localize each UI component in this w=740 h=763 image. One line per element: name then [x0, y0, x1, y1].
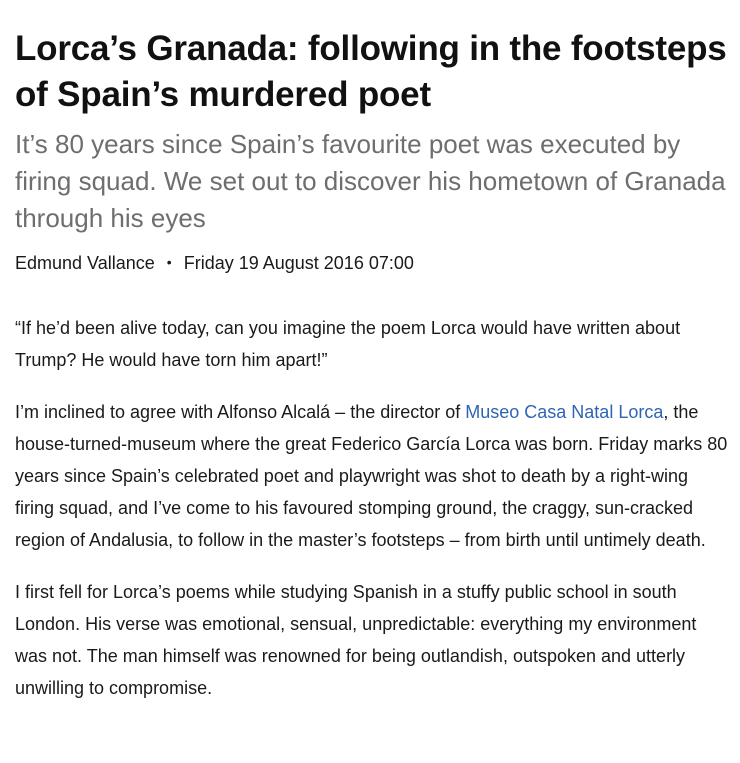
byline	[15, 249, 728, 276]
publish-date: Friday 19 August 2016 07:00	[183, 253, 414, 273]
paragraph-3: I first fell for Lorca’s poems while studying Spanish in a stuffy public school in south London. His verse was emotional, sensual, unpredictable: everything my environment was not. The man himself was renowned for being outlandish, outspoken and utterly unwilling to compromise.	[15, 582, 697, 698]
paragraph-2-text-start: I’m inclined to agree with Alfonso Alcalá – the director of	[15, 402, 466, 422]
article-standfirst: It’s 80 years since Spain’s favourite poet was executed by firing squad. We set out to discover his hometown of Granada through his eyes	[15, 129, 726, 233]
paragraph-2-text-end: , the house-turned-museum where the great Federico García Lorca was born. Friday marks 80 years since Spain’s celebrated poet and playwright was shot to death by a right-wing firing squad, and I’ve come to his favoured stomping ground, the craggy, sun-cracked region of Andalusia, to follow in the master’s footsteps – from birth until untimely death.	[15, 402, 728, 550]
paragraph-2	[15, 396, 728, 556]
byline-separator: •	[166, 254, 172, 270]
paragraph-1: “If he’d been alive today, can you imagine the poem Lorca would have written about Trump? He would have torn him apart!”	[15, 318, 681, 370]
museo-casa-natal-lorca-link[interactable]: Museo Casa Natal Lorca	[465, 402, 664, 422]
article-title: Lorca’s Granada: following in the footsteps of Spain’s murdered poet	[15, 29, 727, 114]
article-body	[15, 312, 728, 704]
author-name[interactable]: Edmund Vallance	[15, 253, 155, 273]
